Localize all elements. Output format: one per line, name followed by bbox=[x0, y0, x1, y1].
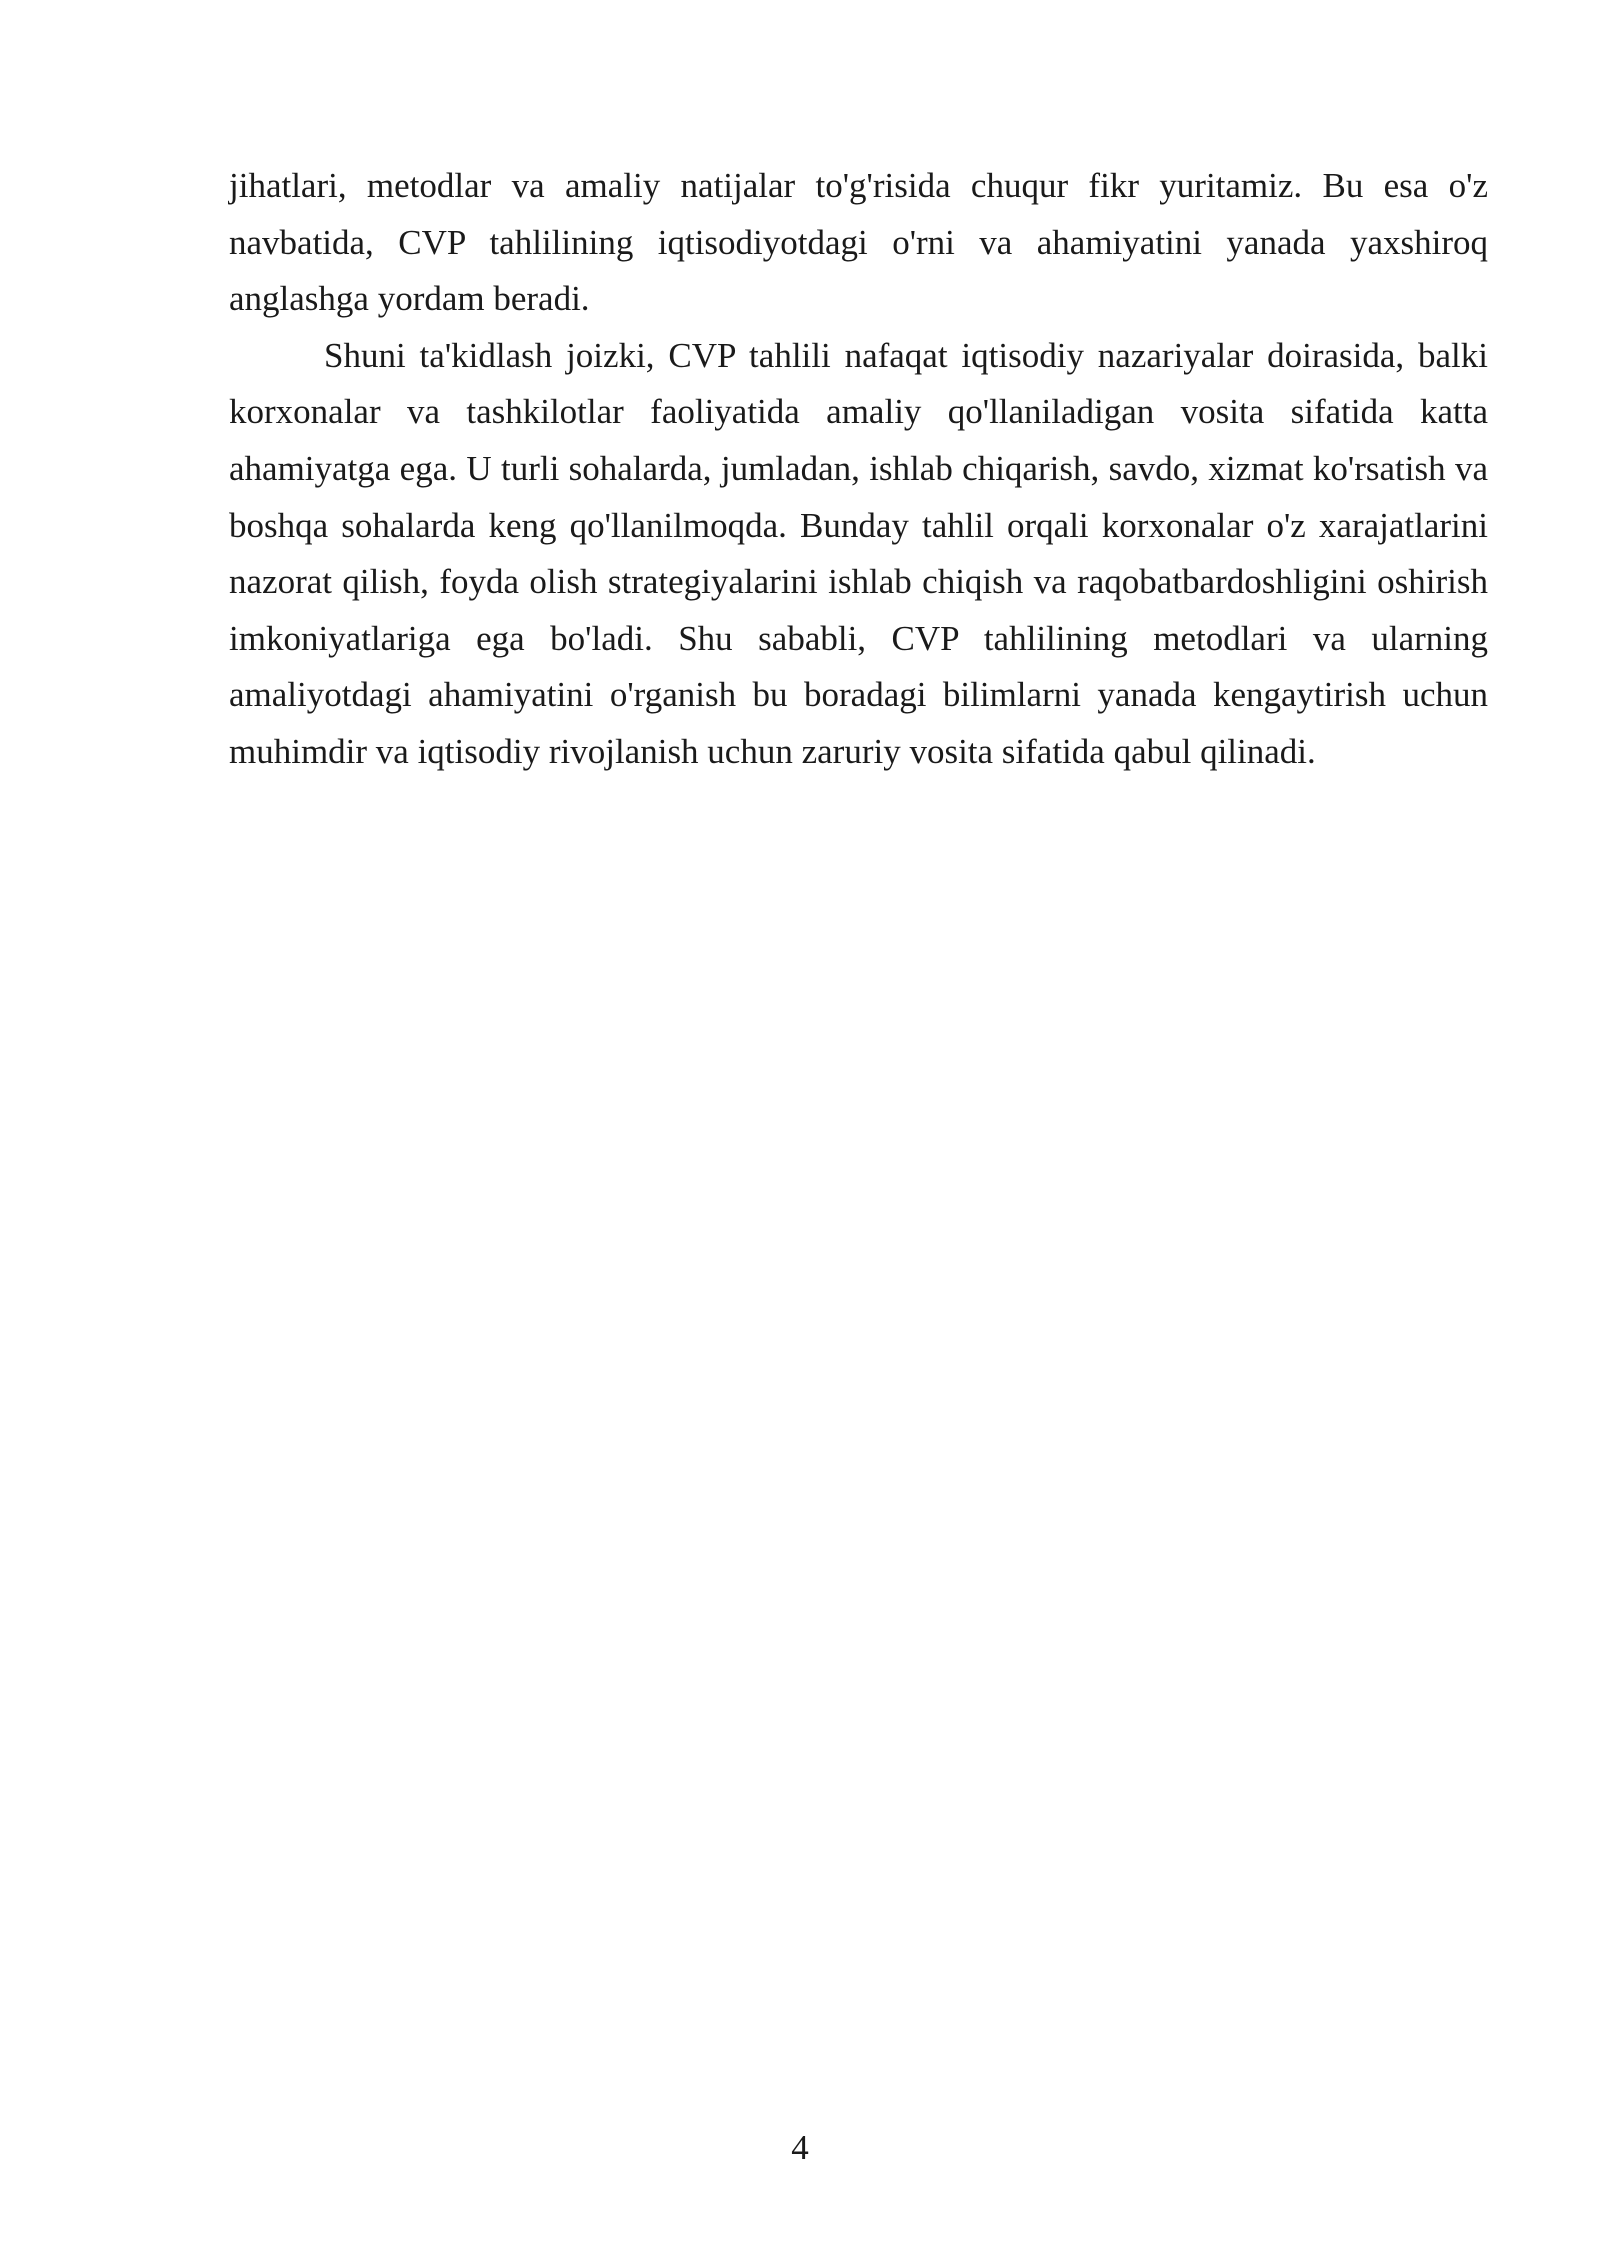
body-text bbox=[229, 158, 1488, 781]
paragraph-cvp-importance: Shuni ta'kidlash joizki, CVP tahlili nafaqat iqtisodiy nazariyalar doirasida, balki korxonalar va tashkilotlar faoliyatida amaliy qo'llaniladigan vosita sifatida katta ahamiyatga ega. U turli sohalarda, jumladan, ishlab chiqarish, savdo, xizmat ko'rsatish va boshqa sohalarda keng qo'llanilmoqda. Bunday tahlil orqali korxonalar o'z xarajatlarini nazorat qilish, foyda olish strategiyalarini ishlab chiqish va raqobatbardoshligini oshirish imkoniyatlariga ega bo'ladi. Shu sababli, CVP tahlilining metodlari va ularning amaliyotdagi ahamiyatini o'rganish bu boradagi bilimlarni yanada kengaytirish uchun muhimdir va iqtisodiy rivojlanish uchun zaruriy vosita sifatida qabul qilinadi. bbox=[229, 335, 1488, 771]
paragraph-continuation: jihatlari, metodlar va amaliy natijalar to'g'risida chuqur fikr yuritamiz. Bu esa o'z navbatida, CVP tahlilining iqtisodiyotdagi o'rni va ahamiyatini yanada yaxshiroq anglashga yordam beradi. bbox=[229, 166, 1488, 319]
page-number: 4 bbox=[791, 2128, 809, 2167]
